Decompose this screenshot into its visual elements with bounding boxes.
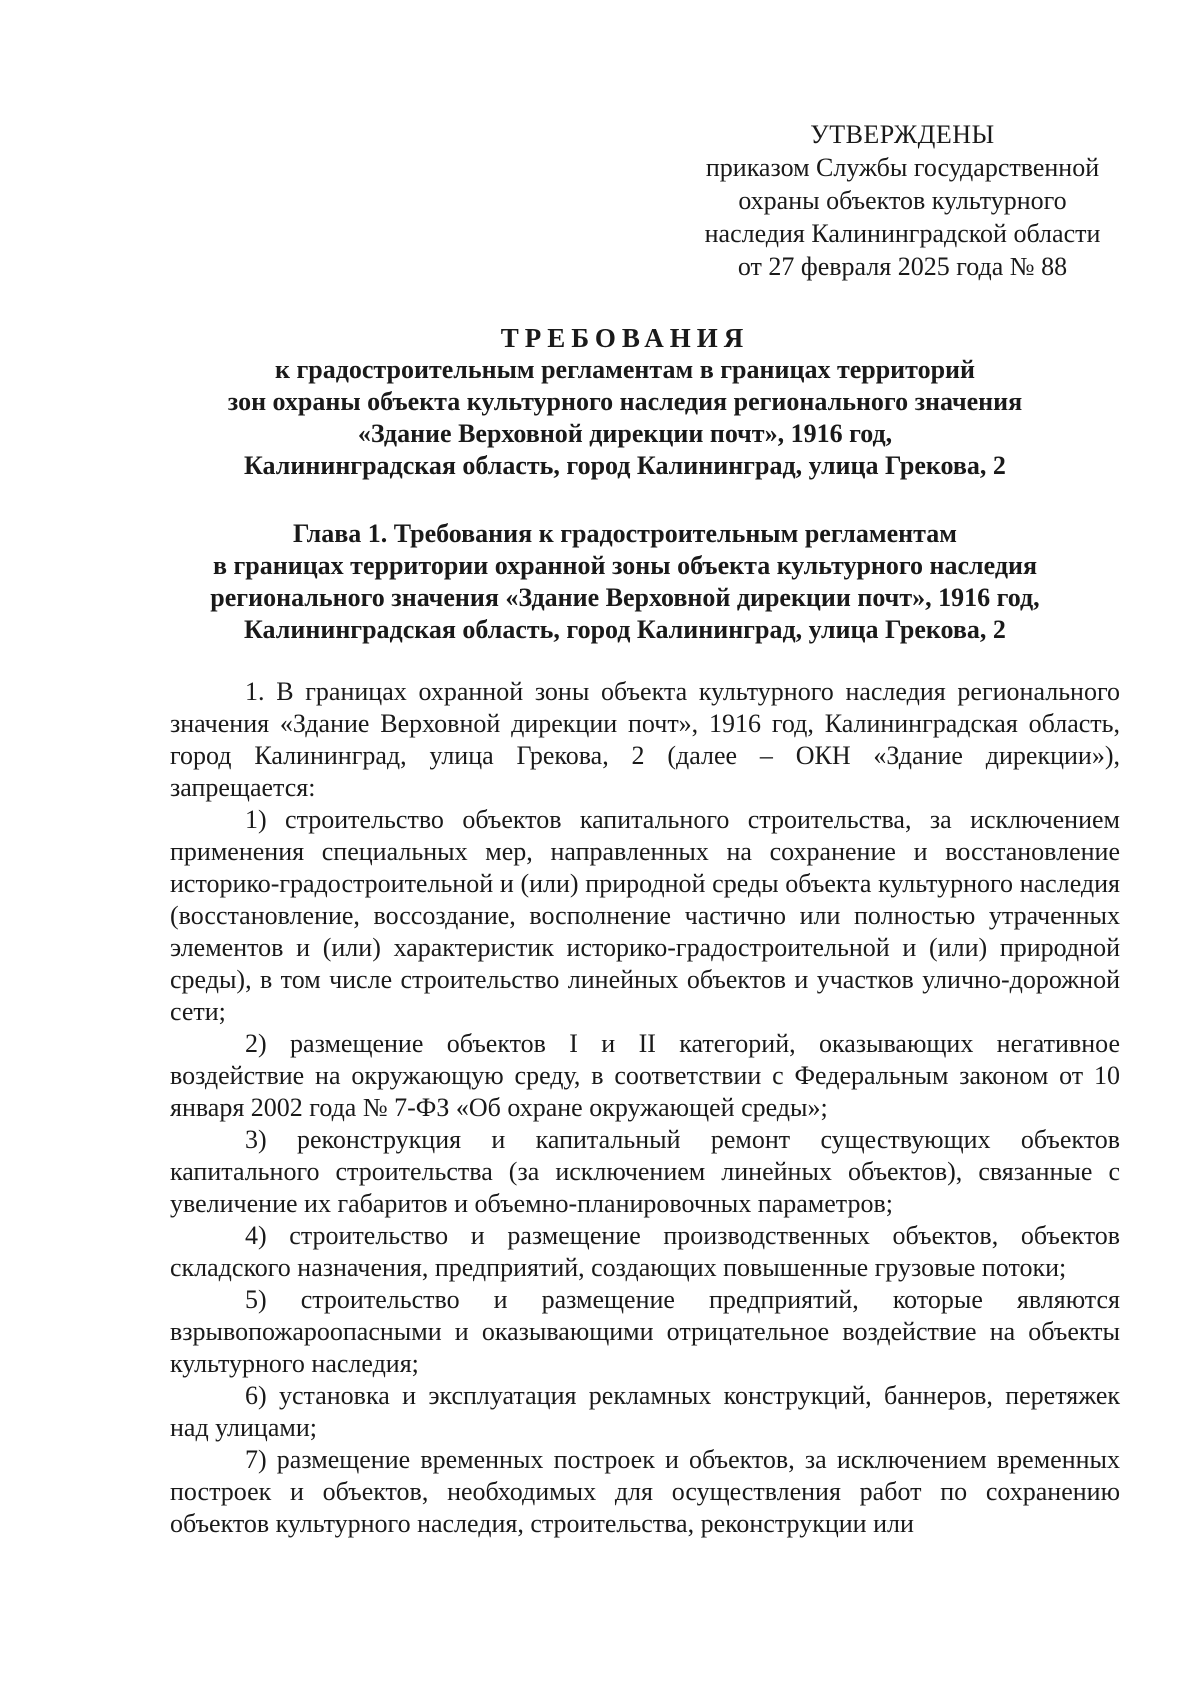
chapter-title-line: Глава 1. Требования к градостроительным регламентам [293,519,957,548]
approval-title: УТВЕРЖДЕНЫ [810,120,995,149]
list-item: 5) строительство и размещение предприятий, которые являются взрывопожароопасными и оказывающими отрицательное воздействие на объекты культурного наследия; [170,1285,1120,1378]
list-item: 7) размещение временных построек и объектов, за исключением временных построек и объектов, необходимых для осуществления работ по сохранению объектов культурного наследия, строительства, реконструкции или [170,1445,1120,1538]
list-item: 4) строительство и размещение производственных объектов, объектов складского назначения, предприятий, создающих повышенные грузовые потоки; [170,1221,1120,1282]
list-item: 2) размещение объектов I и II категорий, оказывающих негативное воздействие на окружающую среду, в соответствии с Федеральным законом от 10 января 2002 года № 7-ФЗ «Об охране окружающей среды»; [170,1029,1120,1122]
document-subtitle-line: зон охраны объекта культурного наследия регионального значения [227,387,1023,416]
list-item: 1) строительство объектов капитального строительства, за исключением применения специальных мер, направленных на сохранение и восстановление историко-градостроительной и (или) природной среды объекта культурного наследия (восстановление, воссоздание, восполнение частично или полностью утраченных элементов и (или) характеристик историко-градостроительной и (или) природной среды), в том числе строительство линейных объектов и участков улично-дорожной сети; [170,805,1120,1026]
document-title-block [150,322,1100,482]
chapter-body [170,676,1120,1540]
document-subtitle-line: к градостроительным регламентам в границах территорий [274,355,976,384]
approval-line: охраны объектов культурного [738,186,1067,215]
document-subtitle-line: «Здание Верховной дирекции почт», 1916 год, [357,419,893,448]
paragraph-1: 1. В границах охранной зоны объекта культурного наследия регионального значения «Здание Верховной дирекции почт», 1916 год, Калининградская область, город Калининград, улица Грекова, 2 (далее – ОКН «Здание дирекции»), запрещается: [170,677,1120,802]
list-item: 3) реконструкция и капитальный ремонт существующих объектов капитального строительства (за исключением линейных объектов), связанные с увеличение их габаритов и объемно-планировочных параметров; [170,1125,1120,1218]
chapter-title-line: в границах территории охранной зоны объекта культурного наследия [212,551,1038,580]
approval-date-line: от 27 февраля 2025 года № 88 [737,252,1068,281]
chapter-title-line: регионального значения «Здание Верховной дирекции почт», 1916 год, [210,583,1040,612]
chapter-title-block [150,518,1100,646]
approval-line: наследия Калининградской области [704,219,1101,248]
approval-block [680,118,1125,283]
document-heading: ТРЕБОВАНИЯ [500,323,750,353]
approval-line: приказом Службы государственной [705,153,1100,182]
chapter-title-line: Калининградская область, город Калининград, улица Грекова, 2 [244,615,1006,644]
document-subtitle-line: Калининградская область, город Калининград, улица Грекова, 2 [244,451,1006,480]
list-item: 6) установка и эксплуатация рекламных конструкций, баннеров, перетяжек над улицами; [170,1381,1120,1442]
